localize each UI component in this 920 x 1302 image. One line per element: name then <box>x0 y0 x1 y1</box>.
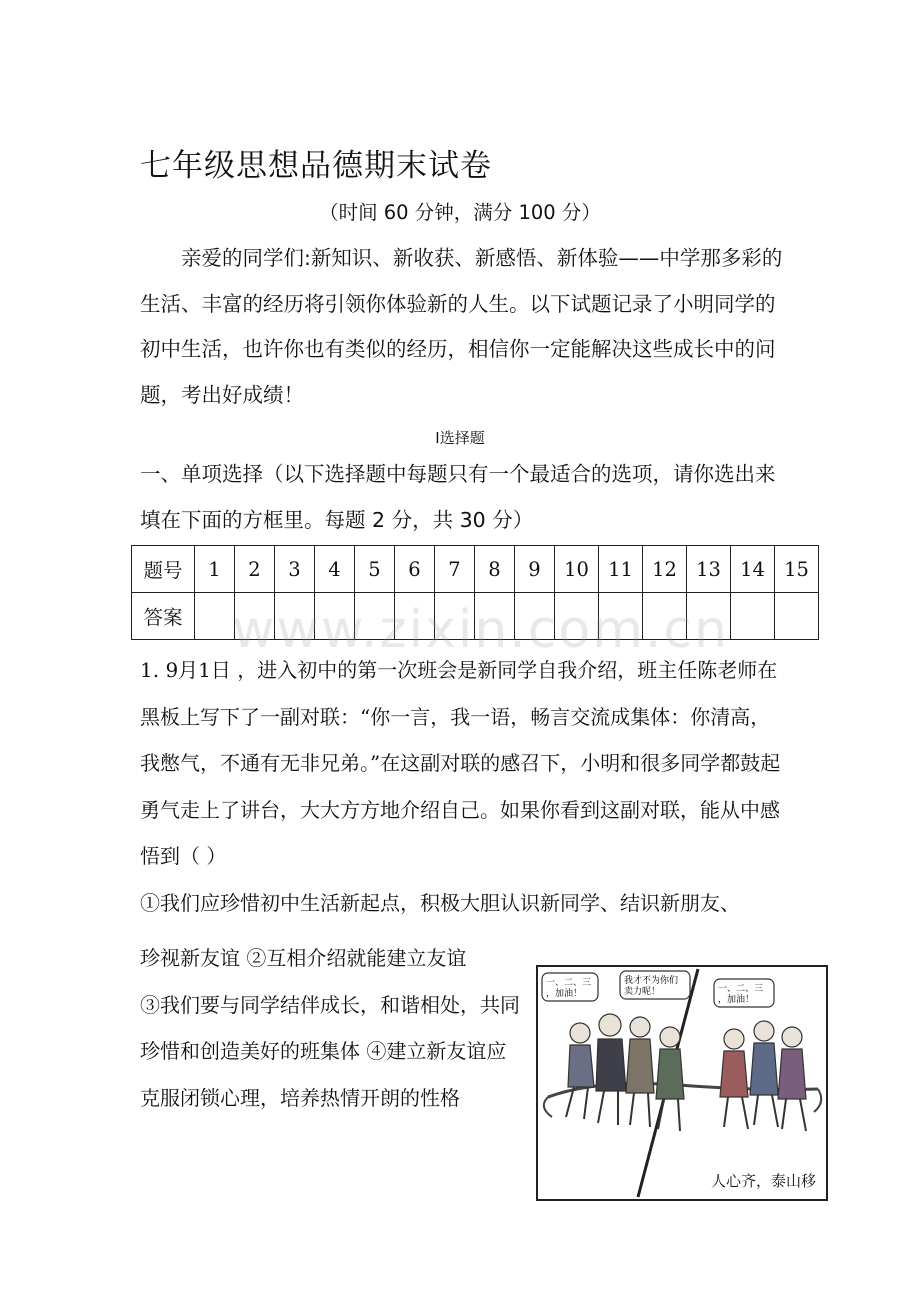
bubble-right-line2: ，加油！ <box>718 995 755 1005</box>
question-number-cell: 4 <box>315 546 355 593</box>
figure-head <box>782 1027 802 1047</box>
figure-body <box>656 1049 684 1099</box>
figure-body <box>596 1039 626 1091</box>
tug-of-war-cartoon <box>536 965 828 1201</box>
question-number-cell: 1 <box>195 546 235 593</box>
answer-cell[interactable] <box>555 593 599 640</box>
bubble-middle-line1: 我才不为你们 <box>624 976 679 986</box>
watermark: www.zixin.com.cn <box>232 600 729 660</box>
question-number-cell: 15 <box>775 546 819 593</box>
answer-cell[interactable] <box>275 593 315 640</box>
intro-text: 亲爱的同学们:新知识、新收获、新感悟、新体验——中学那多彩的生活、丰富的经历将引领你体验新的人生。以下试题记录了小明同学的初中生活，也许你也有类似的经历，相信你一定能解决这些成长中的问题，考出好成绩！ <box>140 246 783 407</box>
answer-row-label: 答案 <box>132 593 195 640</box>
number-row-label: 题号 <box>132 546 195 593</box>
question-1-options <box>140 935 520 1121</box>
question-1-option-line: ③我们要与同学结伴成长，和谐相处，共同珍惜和创造美好的班集体 ④建立新友谊应克服闭锁心理，培养热情开朗的性格 <box>140 992 520 1110</box>
figure-body <box>720 1051 748 1097</box>
answer-cell[interactable] <box>395 593 435 640</box>
answer-cell[interactable] <box>775 593 819 640</box>
answer-cell[interactable] <box>731 593 775 640</box>
answer-table <box>131 545 819 640</box>
bubble-middle-line2: 卖力呢！ <box>624 987 661 997</box>
question-number-cell: 3 <box>275 546 315 593</box>
answer-cell[interactable] <box>235 593 275 640</box>
answer-table-number-row <box>132 546 819 593</box>
left-team <box>568 1014 684 1099</box>
part-one-title: 一、单项选择（以下选择题中每题只有一个最适合的选项，请你选出来填在下面的方框里。每题 2 分，共 30 分） <box>140 462 776 532</box>
rope-end-right <box>814 1089 821 1112</box>
cartoon-caption: 人心齐，泰山移 <box>710 1172 816 1190</box>
figure-head <box>660 1027 680 1047</box>
question-number-cell: 11 <box>599 546 643 593</box>
cartoon-illustration <box>538 967 826 1199</box>
exam-subtitle: （时间 60 分钟，满分 100 分） <box>319 201 601 224</box>
answer-cell[interactable] <box>515 593 555 640</box>
answer-cell[interactable] <box>599 593 643 640</box>
figure-body <box>750 1043 778 1095</box>
answer-cell[interactable] <box>643 593 687 640</box>
answer-cell[interactable] <box>355 593 395 640</box>
figure-body <box>568 1045 594 1087</box>
question-number-cell: 2 <box>235 546 275 593</box>
answer-cell[interactable] <box>687 593 731 640</box>
question-number-cell: 7 <box>435 546 475 593</box>
question-number-cell: 8 <box>475 546 515 593</box>
bubble-right-line1: 一、二、三 <box>718 984 764 994</box>
answer-table-answer-row <box>132 593 819 640</box>
rope-end-left <box>544 1097 552 1117</box>
answer-cell[interactable] <box>475 593 515 640</box>
intro-paragraph <box>140 236 790 418</box>
question-1 <box>140 647 790 926</box>
question-number-cell: 9 <box>515 546 555 593</box>
question-number-cell: 5 <box>355 546 395 593</box>
question-1-stem: 1. 9月1日 ，进入初中的第一次班会是新同学自我介绍，班主任陈老师在黑板上写下了一副对联：“你一言，我一语，畅言交流成集体：你清高，我憋气，不通有无非兄弟。”在这副对联的感召下，小明和很多同学都鼓起勇气走上了讲台，大大方方地介绍自己。如果你看到这副对联，能从中感悟到（ ） <box>140 658 781 868</box>
question-number-cell: 10 <box>555 546 599 593</box>
question-1-option-line: ①我们应珍惜初中生活新起点，积极大胆认识新同学、结识新朋友、 <box>140 890 740 915</box>
figure-head <box>630 1017 650 1037</box>
question-number-cell: 13 <box>687 546 731 593</box>
question-number-cell: 6 <box>395 546 435 593</box>
bubble-left-line2: ，加油！ <box>546 989 583 999</box>
section-heading: Ⅰ选择题 <box>435 429 485 447</box>
question-1-option-line: 珍视新友谊 ②互相介绍就能建立友谊 <box>140 946 467 970</box>
figure-head <box>570 1023 590 1043</box>
answer-cell[interactable] <box>435 593 475 640</box>
right-team <box>720 1021 806 1099</box>
figure-head <box>599 1014 621 1036</box>
figure-head <box>754 1021 774 1041</box>
figure-body <box>778 1049 806 1099</box>
exam-title: 七年级思想品德期末试卷 <box>140 148 492 184</box>
answer-cell[interactable] <box>315 593 355 640</box>
figure-body <box>626 1039 654 1093</box>
question-number-cell: 12 <box>643 546 687 593</box>
question-number-cell: 14 <box>731 546 775 593</box>
answer-cell[interactable] <box>195 593 235 640</box>
figure-head <box>724 1029 744 1049</box>
bubble-left-line1: 一、二、三 <box>546 978 592 988</box>
